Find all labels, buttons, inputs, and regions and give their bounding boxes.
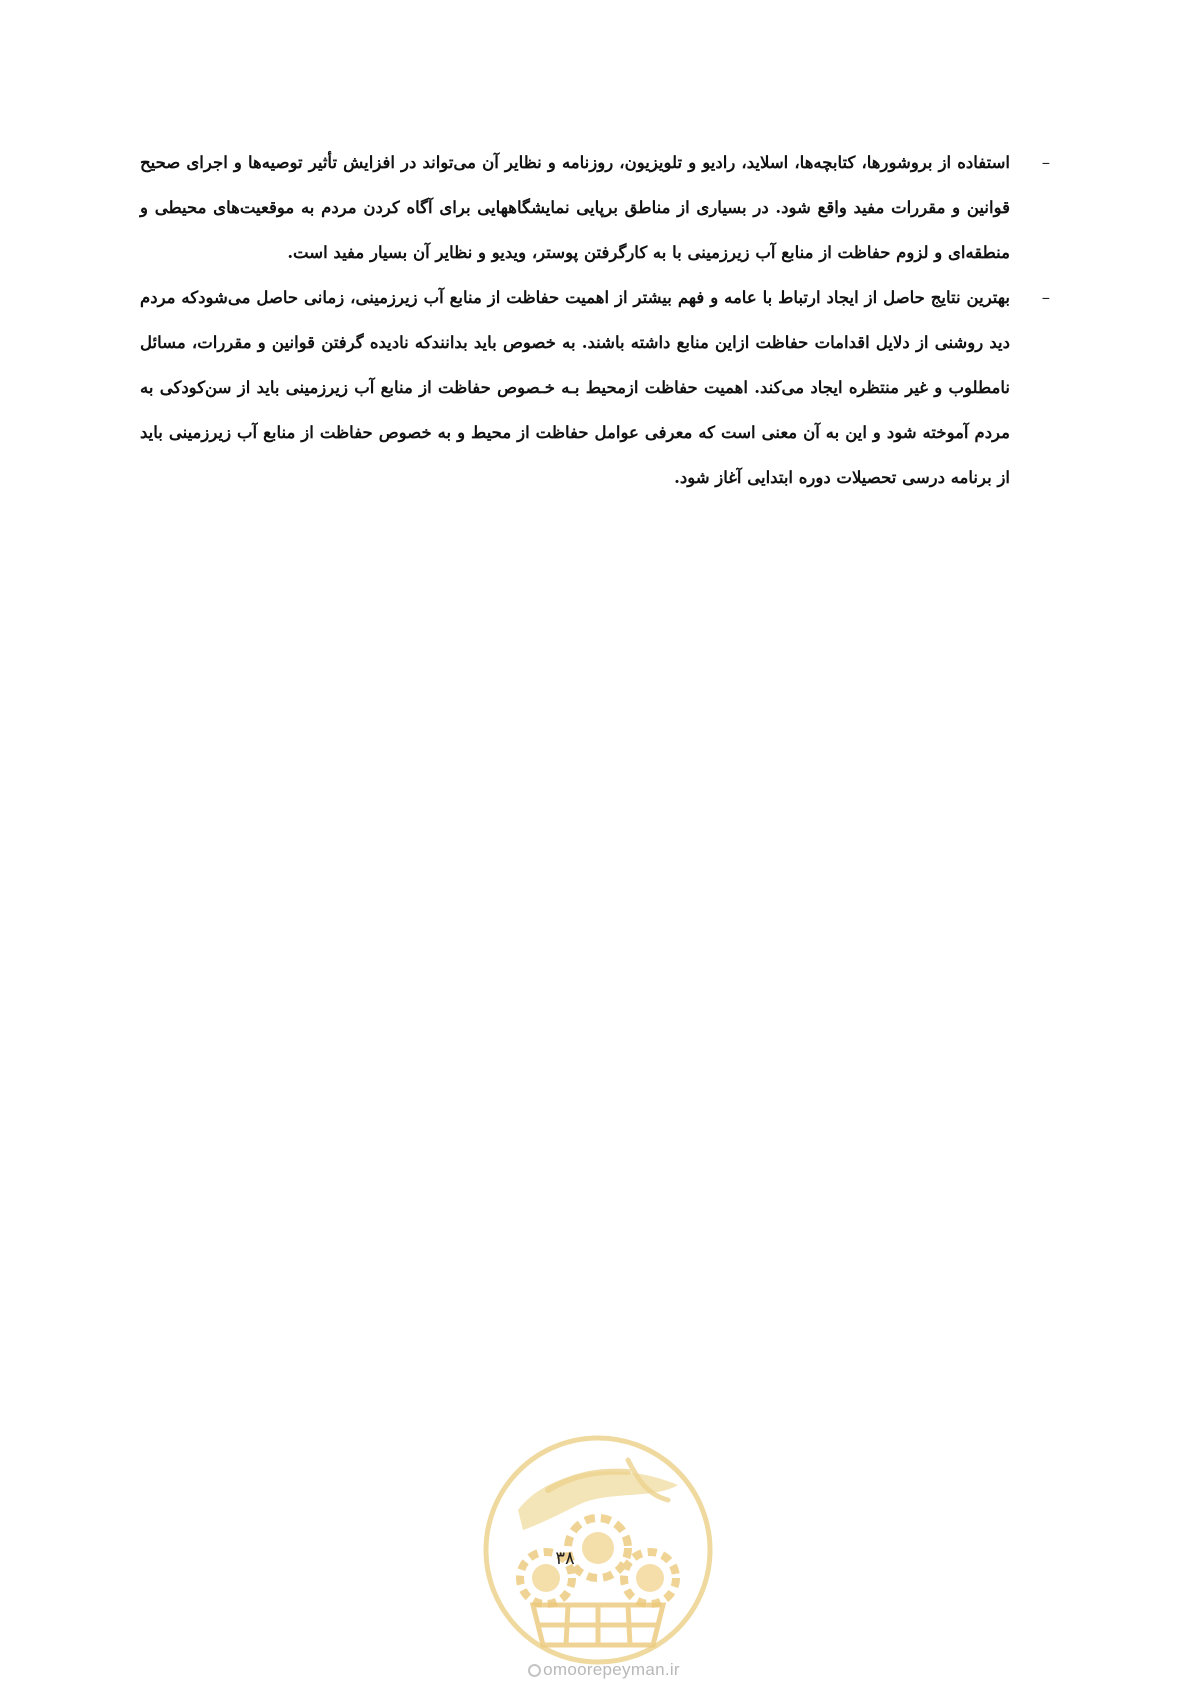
page-number: ۳۸ [555,1548,575,1569]
watermark-site-text: omoorepeyman.ir [543,1660,680,1679]
globe-icon [528,1664,541,1677]
bullet-dash: – [1041,153,1050,172]
logo-calligraphy [518,1471,678,1530]
document-body [140,140,1050,500]
watermark-logo [478,1430,718,1670]
paragraph-text: استفاده از بروشورها، کتابچه‌ها، اسلاید، رادیو و تلویزیون، روزنامه و نظایر آن می‌تواند در افزایش تأثیر توصیه‌ها و اجرای صحیح قوانین و مقررات مفید واقع شود. در بسیاری از مناطق برپایی نمایشگاههایی برای آگاه کردن مردم به موقعیت‌های محیطی و منطقه‌ای و لزوم حفاظت از منابع آب زیرزمینی با به کارگرفتن پوستر، ویدیو و نظایر آن بسیار مفید است. [140,153,1010,262]
paragraph-text: بهترین نتایج حاصل از ایجاد ارتباط با عامه و فهم بیشتر از اهمیت حفاظت از منابع آب زیرزمینی، زمانی حاصل می‌شودکه مردم دید روشنی از دلایل اقدامات حفاظت ازاین منابع داشته باشند. به خصوص باید بدانندکه نادیده گرفتن قوانین و مقررات، مسائل نامطلوب و غیر منتظره ایجاد می‌کند. اهمیت حفاظت ازمحیط بـه خـصوص حفاظت از منابع آب زیرزمینی باید از سن‌کودکی به مردم آموخته شود و این به آن معنی است که معرفی عوامل حفاظت از محیط و به خصوص حفاظت از منابع آب زیرزمینی باید از برنامه درسی تحصیلات دوره ابتدایی آغاز شود. [140,288,1010,487]
bullet-paragraph [140,275,1050,500]
bullet-paragraph [140,140,1050,275]
bullet-dash: – [1041,288,1050,307]
watermark-site [484,1660,724,1680]
